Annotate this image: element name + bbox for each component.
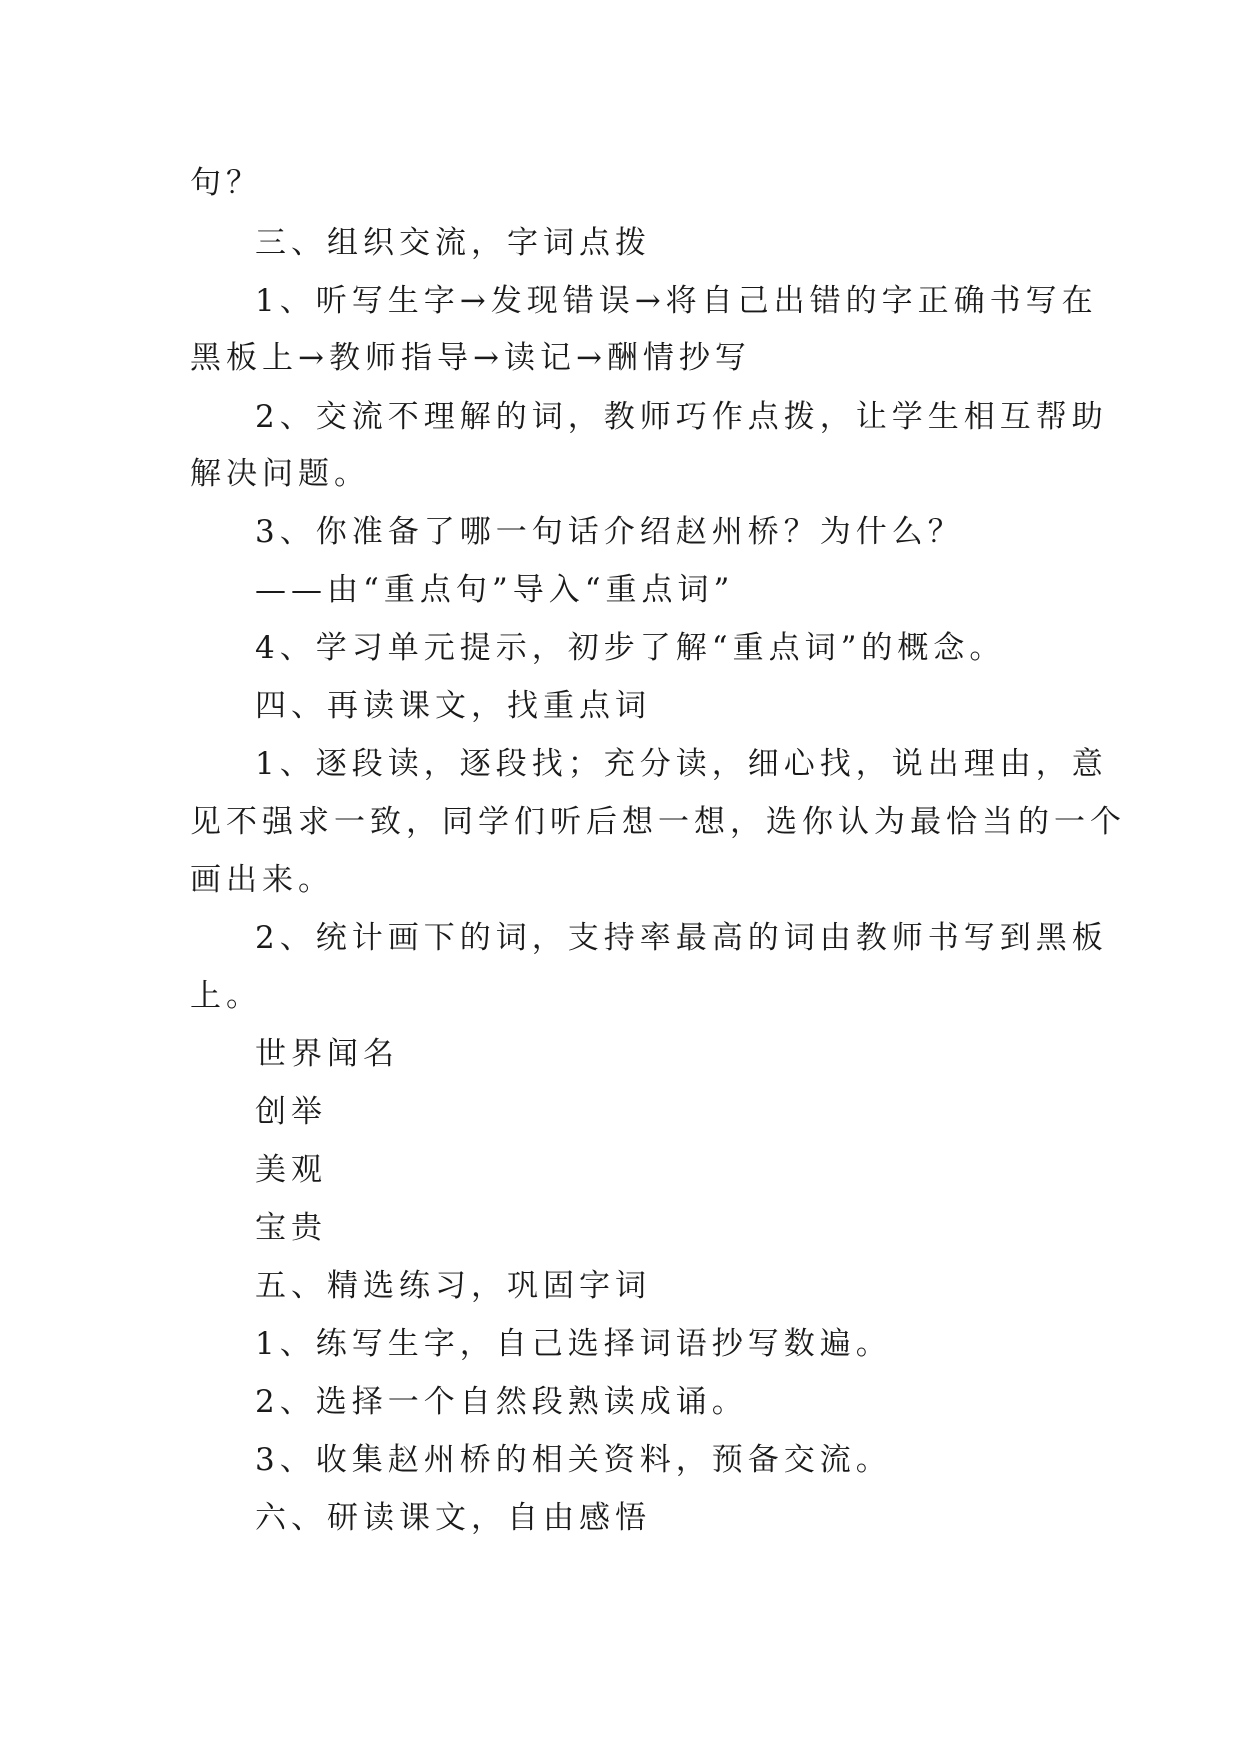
key-word: 美观 xyxy=(255,1152,327,1188)
text-line: 黑板上→教师指导→读记→酬情抄写 xyxy=(190,340,751,376)
text-line: 句？ xyxy=(190,165,262,201)
section-heading: 五、精选练习，巩固字词 xyxy=(255,1268,651,1304)
text-line: 2、统计画下的词，支持率最高的词由教师书写到黑板 xyxy=(255,920,1108,956)
text-line: 3、收集赵州桥的相关资料，预备交流。 xyxy=(255,1442,892,1478)
text-line: 4、学习单元提示，初步了解“重点词”的概念。 xyxy=(255,630,1006,666)
text-line: 1、听写生字→发现错误→将自己出错的字正确书写在 xyxy=(255,283,1098,319)
key-word: 创举 xyxy=(255,1094,327,1130)
text-line: 画出来。 xyxy=(190,862,334,898)
text-line: 1、逐段读，逐段找；充分读，细心找，说出理由，意 xyxy=(255,746,1108,782)
key-word: 世界闻名 xyxy=(255,1036,399,1072)
text-line: 2、选择一个自然段熟读成诵。 xyxy=(255,1384,748,1420)
text-line: 3、你准备了哪一句话介绍赵州桥？为什么？ xyxy=(255,514,964,550)
text-line: 上。 xyxy=(190,978,262,1014)
text-line: 1、练写生字，自己选择词语抄写数遍。 xyxy=(255,1326,892,1362)
section-heading: 三、组织交流，字词点拨 xyxy=(255,225,651,261)
text-line: 2、交流不理解的词，教师巧作点拨，让学生相互帮助 xyxy=(255,399,1108,435)
text-line: 解决问题。 xyxy=(190,456,370,492)
section-heading: 四、再读课文，找重点词 xyxy=(255,688,651,724)
key-word: 宝贵 xyxy=(255,1210,327,1246)
section-heading: 六、研读课文，自由感悟 xyxy=(255,1500,651,1536)
text-line: ——由“重点句”导入“重点词” xyxy=(255,572,735,608)
text-line: 见不强求一致，同学们听后想一想，选你认为最恰当的一个 xyxy=(190,804,1126,840)
